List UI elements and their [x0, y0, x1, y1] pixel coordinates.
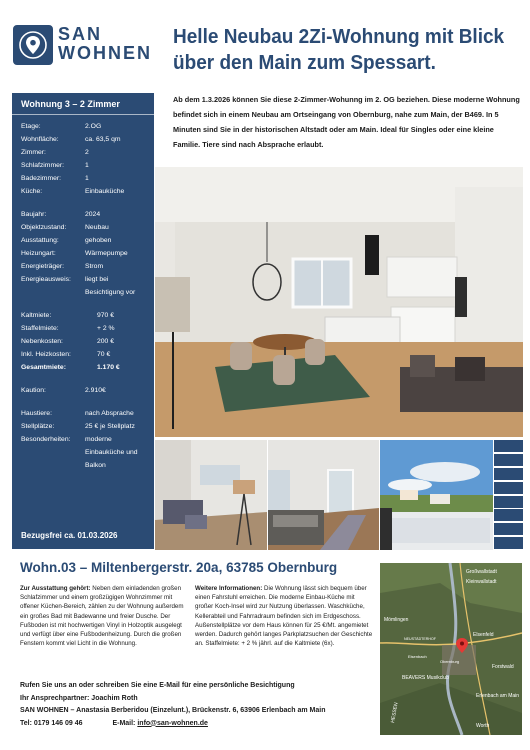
group5-row [21, 420, 145, 433]
fact-label: Haustiere: [21, 410, 52, 417]
fact-label: Besonderheiten: [21, 436, 71, 443]
group3-row [21, 309, 145, 322]
group3-row [21, 348, 145, 361]
fact-value: 1 [85, 162, 89, 169]
logo-mark [13, 25, 53, 65]
facts-rows [12, 115, 154, 472]
group3-row [21, 335, 145, 348]
group2-row [21, 273, 145, 286]
intro-text: Ab dem 1.3.2026 können Sie diese 2-Zimmer-Wohunng im 2. OG beziehen. Diese moderne Wohnung befindet sich in einem Neubau am Ortseingang von Obernburg, nahe zum Main, der B469. In 5 Minuten sind Sie in der historischen Altstadt oder am Main. Ideal für Singles oder eine kleine Familie. Tiere sind nach Absprache erlaubt. [173, 95, 520, 149]
group1-row [21, 133, 145, 146]
photo-bedroom [268, 440, 379, 550]
fact-label: Kaltmiete: [21, 312, 52, 319]
company-address: SAN WOHNEN – Anastasia Berberidou (Einzelunt.), Brückenstr. 6, 63906 Erlenbach am Main [20, 707, 326, 714]
contact-block [20, 680, 376, 730]
fact-label: Schlafzimmer: [21, 162, 65, 169]
location-pin-icon [18, 30, 48, 60]
fact-value: 2.910€ [85, 387, 106, 394]
fact-value: Balkon [85, 462, 106, 469]
fact-label: Heizungart: [21, 250, 56, 257]
map-label-elsenfeld: Elsenfeld [473, 632, 494, 638]
fact-label: Stellplätze: [21, 423, 55, 430]
map-label-neustaedterhof: NEUSTÄDTERHOF [404, 637, 436, 641]
fact-value: Einbauküche [85, 188, 125, 195]
fact-label: Etage: [21, 123, 41, 130]
map-label-forstwald: Forstwald [492, 664, 514, 670]
brand-name [58, 25, 152, 62]
contact-line [20, 718, 376, 731]
fact-value: 1 [85, 175, 89, 182]
fact-value: 1.170 € [97, 364, 120, 371]
fact-label: Energieträger: [21, 263, 65, 270]
contact-person: Ihr Ansprechpartner: Joachim Roth [20, 694, 138, 702]
group2-row [21, 260, 145, 273]
phone-number[interactable]: Tel: 0179 146 09 46 [20, 719, 83, 727]
fact-label [21, 446, 85, 459]
group4-row [21, 384, 145, 397]
map-label-grosswallstadt: Großwallstadt [466, 569, 497, 575]
group3-row [21, 361, 145, 374]
group5-row [21, 407, 145, 420]
facts-sidebar [12, 93, 154, 549]
fact-value: Besichtigung vor [85, 289, 136, 296]
sidebar-title: Wohnung 3 – 2 Zimmer [12, 93, 154, 115]
more-info-heading: Weitere Informationen: [195, 585, 263, 592]
fact-value: Einbauküche und [85, 449, 138, 456]
color-swatches [494, 440, 523, 550]
fact-label: Objektzustand: [21, 224, 67, 231]
group1-row [21, 185, 145, 198]
fact-label: Zimmer: [21, 149, 46, 156]
brand-line-2: WOHNEN [58, 43, 152, 63]
fact-label: Wohnfläche: [21, 136, 59, 143]
group1-row [21, 120, 145, 133]
fact-label [21, 286, 85, 299]
fact-value: Neubau [85, 224, 109, 231]
fact-label: Baujahr: [21, 211, 47, 218]
facts-group-rent [21, 309, 145, 374]
brand-line-1: SAN [58, 24, 103, 44]
fact-value: 70 € [97, 351, 111, 358]
email-label: E-Mail: [112, 719, 136, 727]
location-map [380, 563, 522, 735]
photo-living-area [155, 440, 267, 550]
photo-balcony-view [380, 440, 493, 550]
fact-label: Badezimmer: [21, 175, 62, 182]
group1-row [21, 172, 145, 185]
fact-value: ca. 63,5 qm [85, 136, 121, 143]
fact-value: 200 € [97, 338, 115, 345]
group2-row [21, 208, 145, 221]
fact-label: Staffelmiete: [21, 325, 59, 332]
availability-note: Bezugsfrei ca. 01.03.2026 [21, 531, 118, 540]
fact-value: Strom [85, 263, 104, 270]
group3-row [21, 322, 145, 335]
group5-row [21, 446, 145, 459]
fact-label: Inkl. Heizkosten: [21, 351, 71, 358]
fact-label: Gesamtmiete: [21, 364, 66, 371]
map-label-erlenbach: Erlenbach am Main [476, 693, 520, 699]
fact-label: Energieausweis: [21, 276, 71, 283]
fact-value: 2.OG [85, 123, 102, 130]
more-info-paragraph [195, 584, 373, 648]
fact-label: Ausstattung: [21, 237, 59, 244]
fact-value: gehoben [85, 237, 112, 244]
facts-group-extras [21, 407, 145, 472]
fact-label: Nebenkosten: [21, 338, 63, 345]
fact-value: 2 [85, 149, 89, 156]
email-link[interactable]: info@san-wohnen.de [137, 719, 208, 727]
property-address: Wohn.03 – Miltenbergerstr. 20a, 63785 Obernburg [20, 560, 338, 575]
facts-group-building [21, 208, 145, 299]
fact-value: Wärmepumpe [85, 250, 128, 257]
group2-row [21, 221, 145, 234]
group2-row [21, 234, 145, 247]
listing-title: Helle Neubau 2Zi-Wohnung mit Blick über den Main zum Spessart. [173, 26, 505, 74]
fact-value: nach Absprache [85, 410, 134, 417]
group2-row [21, 286, 145, 299]
group2-row [21, 247, 145, 260]
fact-value: moderne [85, 436, 112, 443]
facts-group-basic [21, 120, 145, 198]
map-label-moemlingen: Mömlingen [384, 617, 409, 623]
fact-label: Küche: [21, 188, 43, 195]
fact-value: 2024 [85, 211, 101, 218]
features-text: Neben dem einladenden großen Schlafzimmer und einem großzügigen Wohnzimmer mit offener Küchen-Bereich, zählen zu der Wohnung außerdem ein großes Bad mit Badewanne und freier Dusche. Der Fußboden ist mit hochwertigen Vinyl in Holzoptik ausgelegt und verfügt über eine Fußbodenheizung. Durch die großen Fenstern kommt viel Licht in die Wohnung. [20, 585, 184, 648]
fact-label: Kaution: [21, 387, 46, 394]
fact-label [21, 459, 85, 472]
fact-value: 970 € [97, 312, 115, 319]
group5-row [21, 433, 145, 446]
fact-value: liegt bei [85, 276, 109, 283]
facts-group-deposit [21, 384, 145, 397]
map-label-obernburg: Obernburg [440, 659, 460, 664]
map-label-woerth: Worth [476, 723, 490, 729]
group1-row [21, 159, 145, 172]
contact-cta: Rufen Sie uns an oder schreiben Sie eine E-Mail für eine persönliche Besichtigung [20, 682, 295, 689]
features-paragraph [20, 584, 190, 648]
fact-value: + 2 % [97, 325, 115, 332]
map-label-beavers: BEAVERS Musikclub [402, 675, 449, 681]
more-info-text: Die Wohnung lässt sich bequem über einen Fahrstuhl erreichen. Die moderne Einbau-Küche mit großer Koch-Insel wird zur Nutzung überlassen. Waschküche, Kellerabteil und Fahrradraum befinden sich im Erdgeschoss. Außenstellplätze vor dem Haus können für 25 €/Mt. angemietet werden. Dadurch gehört langes Parkplatzsuchen der Geschichte an. Staffelmiete: + 2 % jährl. auf die Kaltmiete (6x). [195, 585, 373, 648]
features-heading: Zur Ausstattung gehört: [20, 585, 91, 592]
fact-value: 25 € je Stellplatz [85, 423, 135, 430]
map-label-kleinwallstadt: Kleinwallstadt [466, 579, 497, 585]
map-label-hessen: HESSEN [390, 702, 400, 724]
group5-row [21, 459, 145, 472]
photo-living-room [155, 167, 523, 437]
map-label-eisenbach: Eisenbach [408, 654, 427, 659]
group1-row [21, 146, 145, 159]
